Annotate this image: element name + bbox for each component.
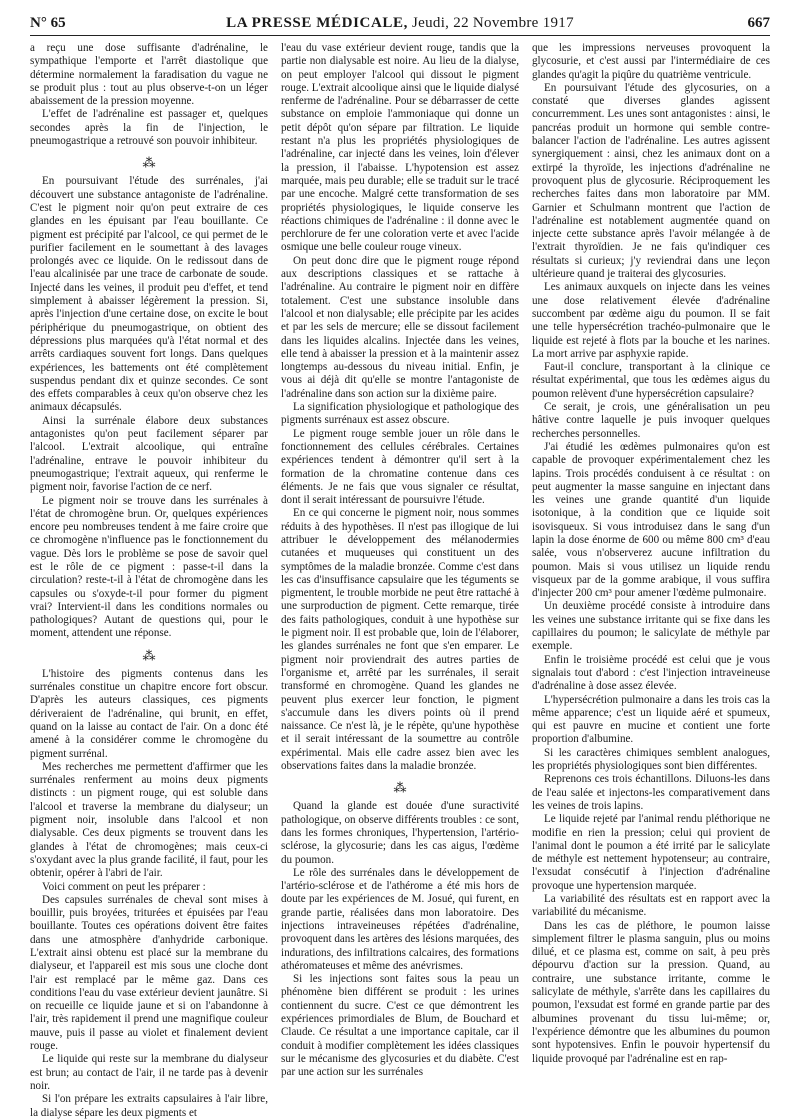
paragraph: Le liquide rejeté par l'animal rendu pléthorique ne modifie en rien la pression; celui qui provient de l'animal dont le poumon a été irrité par le salicylate de méthyle est nettement hypotenseur; au contraire, l'exsudat consécutif à l'injection d'adrénaline provoque une hypertension marquée. (532, 813, 770, 892)
section-separator: ⁂ (142, 647, 156, 663)
paragraph: Enfin le troisième procédé est celui que je vous signalais tout d'abord : c'est l'injection intraveineuse d'adrénaline à dose assez élevée. (532, 653, 770, 693)
text-column-1 (30, 42, 268, 1119)
paragraph: Le rôle des surrénales dans le développement de l'artério-sclérose et de l'athérome a été mis hors de doute par les expériences de M. Josué, qui furent, en grande partie, réalisées dans mon laboratoire. Des injections intraveineuses répétées d'adrénaline, provoquent dans les artères des lésions marquées, des indurations, des infiltrations calcaires, des formations athéromateuses et même des anévrismes. (281, 866, 519, 972)
issue-date: Jeudi, 22 Novembre 1917 (412, 15, 574, 31)
page-number: 667 (747, 15, 770, 31)
paragraph: a reçu une dose suffisante d'adrénaline, le sympathique l'emporte et l'arrêt diastolique que détermine normalement la faradisation du vague ne se produit plus : tout au plus observe-t-on un léger abaissement de la pression moyenne. (30, 42, 268, 108)
paragraph: Ainsi la surrénale élabore deux substances antagonistes qu'on peut facilement séparer par l'alcool. L'extrait alcoolique, qui entraîne l'adrénaline, entrave le pouvoir inhibiteur du pneumogastrique; l'extrait aqueux, qui renferme le pigment noir, favorise l'action de ce nerf. (30, 414, 268, 494)
paragraph: Les animaux auxquels on injecte dans les veines une dose relativement élevée d'adrénaline succombent par œdème aigu du poumon. Il se fait une telle hypersécrétion trachéo-pulmonaire que le liquide est rejeté à flots par la bouche et les narines. La mort arrive par asphyxie rapide. (532, 281, 770, 360)
issue-number: N° 65 (30, 15, 66, 31)
paragraph: Un deuxième procédé consiste à introduire dans les veines une substance irritante qui se fixe dans les capillaires du poumon; le salicylate de méthyle par exemple. (532, 600, 770, 653)
paragraph: Faut-il conclure, transportant à la clinique ce résultat expérimental, que tous les œdèmes aigus du poumon relèvent d'une hypersécrétion capsulaire? (532, 361, 770, 400)
paragraph: Voici comment on peut les préparer : (42, 880, 206, 893)
paragraph: La signification physiologique et pathologique des pigments surrénaux est assez obscure. (281, 401, 519, 427)
text-column-3 (532, 42, 770, 1076)
paragraph: Mes recherches me permettent d'affirmer que les surrénales renferment au moins deux pigments distincts : un pigment rouge, qui est soluble dans l'alcool et traverse la membrane du dialyseur; un pigment noir, insoluble dans l'alcool et non dialysable. Ces deux pigments se trouvent dans les glandes à l'état de chromogènes; mais ceux-ci s'oxydant avec la plus grande facilité, il faut, pour les obtenir, opérer à l'abri de l'air. (30, 760, 268, 880)
paragraph: l'eau du vase extérieur devient rouge, tandis que la partie non dialysable est noire. Au lieu de la dialyse, on peut employer l'alcool qui dissout le pigment rouge. L'extrait alcoolique ainsi que le liquide dialysé renferme de l'adrénaline. Pour se débarrasser de cette substance on emploie l'ammoniaque qui donne un petit dépôt qu'on sépare par filtration. Le liquide restant n'a plus les propriétés physiologiques de l'adrénaline, car injecté dans les veines, loin d'élever la pression, il l'abaisse. L'hypotension est assez marquée, mais peu durable; elle se traduit sur le tracé par une encoche. Malgré cette transformation de ses propriétés physiologiques, le liquide conserve les réactions chimiques de l'adrénaline : il donne avec le perchlorure de fer une coloration verte et avec l'acide osmique une belle couleur rouge vineux. (281, 42, 519, 254)
text-column-2 (281, 42, 519, 1079)
paragraph: Si les caractères chimiques semblent analogues, les propriétés physiologiques sont bien différentes. (532, 746, 770, 773)
paragraph: L'hypersécrétion pulmonaire a dans les trois cas la même apparence; c'est un liquide aéré et spumeux, qui est pauvre en mucine et contient une forte proportion d'albumine. (532, 693, 770, 746)
paragraph: Le pigment noir se trouve dans les surrénales à l'état de chromogène brun. Or, quelques expériences encore peu nombreuses tendent à me faire croire que ce chromogène n'influence pas le fonctionnement du vague. Dès lors le problème se pose de savoir quel est le rôle de ce pigment : passe-t-il dans la circulation? reste-t-il à l'état de chromogène dans les capsules ou s'oxyde-t-il pour former du pigment vrai? Intervient-il dans les conditions normales ou pathologiques? Autant de questions qui, pour le moment, attendent une réponse. (30, 494, 268, 640)
journal-name: LA PRESSE MÉDICALE, (226, 15, 408, 31)
paragraph: Ce serait, je crois, une généralisation un peu hâtive contre laquelle je puis invoquer quelques recherches personnelles. (532, 401, 770, 440)
article-body (30, 42, 770, 1119)
paragraph: Reprenons ces trois échantillons. Diluons-les dans de l'eau salée et injectons-les comparativement dans les veines de trois lapins. (532, 773, 770, 812)
paragraph: L'effet de l'adrénaline est passager et, quelques secondes après la fin de l'injection, le pneumogastrique a retrouvé son pouvoir inhibiteur. (30, 108, 268, 148)
paragraph: Quand la glande est douée d'une suractivité pathologique, on observe différents troubles : ce sont, dans les formes chroniques, l'hypertension, l'artério-sclérose, la glycosurie; dans les cas aigus, l'œdème du poumon. (281, 800, 519, 866)
section-separator: ⁂ (393, 780, 407, 796)
paragraph: On peut donc dire que le pigment rouge répond aux descriptions classiques et se rattache à l'adrénaline. Au contraire le pigment noir en diffère totalement. C'est une substance insoluble dans l'alcool et non dialysable; elle précipite par les acides et par les sels de mercure; elle se dissout facilement dans les liquides alcalins. Injectée dans les veines, elle tend à abaisser la pression et à la maintenir assez longtemps au-dessous du niveau initial. Enfin, je vous ai déjà dit qu'elle se montre l'antagoniste de l'adrénaline dans son action sur la dixième paire. (281, 254, 519, 400)
paragraph: La variabilité des résultats est en rapport avec la variabilité du mécanisme. (532, 893, 770, 919)
paragraph: L'histoire des pigments contenus dans les surrénales constitue un chapitre encore fort obscur. D'après les auteurs classiques, ces pigments dériveraient de l'adrénaline, qui brunit, en effet, quand on la laisse au contact de l'air. On a donc été amené à la considérer comme le chromogène du pigment surrénal. (30, 667, 268, 760)
paragraph: Des capsules surrénales de cheval sont mises à bouillir, puis broyées, triturées et épuisées par l'eau bouillante. Toutes ces opérations doivent être faites dans une atmosphère d'anhydride carbonique. L'extrait ainsi obtenu est placé sur la membrane du dialyseur, et l'appareil est mis sous une cloche dont l'air est remplacé par le même gaz. Dans ces conditions l'eau du vase extérieur devient jaunâtre. Si on recueille ce liquide jaune et si on l'abandonne à l'air, très rapidement il prend une magnifique couleur mauve, puis il passe au violet et finalement devient rouge. (30, 893, 268, 1053)
paragraph: En ce qui concerne le pigment noir, nous sommes réduits à des hypothèses. Il n'est pas illogique de lui attribuer le développement des mélanodermies cutanées et muqueuses qui constituent un des symptômes de la maladie bronzée. Comme c'est dans les cas d'insuffisance capsulaire que les téguments se pigmentent, le trouble morbide ne peut être rattaché à une surproduction de pigment. Cette remarque, tirée des faits pathologiques, conduit à une hypothèse sur le pigment noir. Il est probable que, loin de l'élaborer, les glandes surrénales ne font que s'en emparer. Le pigment noir proviendrait des autres parties de l'organisme et, arrêté par les surrénales, il serait transformé en chromogène. Quand les glandes ne peuvent plus exercer leur fonction, le pigment s'accumule dans les divers points où il prend naissance. Ce n'est là, je le répète, qu'une hypothèse et il serait intéressant de la soumettre au contrôle expérimental. Mais elle cadre assez bien avec les observations faites dans la maladie bronzée. (281, 507, 519, 773)
paragraph: Dans les cas de pléthore, le poumon laisse simplement filtrer le plasma sanguin, plus ou moins dilué, et ce plasma est, comme on sait, à peu près dépourvu d'action sur la pression. Quand, au contraire, une substance irritante, comme le salicylate de méthyle, s'arrête dans les capillaires du poumon, l'exsudat est formé en grande partie par des albumines provenant du tissu lui-même; or, l'expérience démontre que les albumines du poumon sont hypotensives. Enfin le pouvoir hypertensif du liquide provoqué par l'adrénaline est en rap- (532, 919, 770, 1065)
paragraph: En poursuivant l'étude des surrénales, j'ai découvert une substance antagoniste de l'adrénaline. C'est le pigment noir qu'on peut extraire de ces glandes en les épuisant par l'eau bouillante. Ce pigment est précipité par l'alcool, ce qui permet de le purifier facilement en le soumettant à des lavages prolongés avec ce liquide. On le redissout dans de l'eau alcalinisée par une trace de carbonate de soude. Injecté dans les veines, il produit peu d'effet, et tend simplement à abaisser légèrement la pression. Si, après l'injection d'une certaine dose, on excite le bout périphérique du pneumogastrique, on obtient des dépressions plus marquées qu'à l'état normal et des arrêts cardiaques souvent fort longs. Dans quelques expériences, les battements ont été complètement suspendus pendant dix et quinze secondes. Ce sont des effets comparables à ceux qu'on observe chez les animaux décapsulés. (30, 175, 268, 414)
paragraph: Si les injections sont faites sous la peau un phénomène bien différent se produit : les urines contiennent du sucre. C'est ce que démontrent les expériences primordiales de Blum, de Bouchard et Claude. Ce résultat a une importance capitale, car il conduit à modifier complètement les idées classiques sur le mécanisme des glycosuries et du diabète. C'est par une action sur les surrénales (281, 973, 519, 1079)
page-header (30, 13, 770, 36)
paragraph: Le liquide qui reste sur la membrane du dialyseur est brun; au contact de l'air, il ne tarde pas à devenir noir. (30, 1053, 268, 1092)
paragraph: J'ai étudié les œdèmes pulmonaires qu'on est capable de provoquer expérimentalement chez les lapins. Trois procédés conduisent à ce résultat : on peut augmenter la masse sanguine en injectant dans les veines une grande quantité d'un liquide isotonique, à la condition que ce liquide soit isovisqueux. Si vous introduisez dans le sang d'un lapin la dose énorme de 600 ou même 800 cm³ d'eau salée, vous n'observerez aucune infiltration du poumon. Mais si vous utilisez un liquide rendu visqueux par de la gomme arabique, il vous suffira d'injecter 200 cm³ pour amener l'œdème pulmonaire. (532, 440, 770, 600)
section-separator: ⁂ (142, 155, 156, 171)
paragraph: que les impressions nerveuses provoquent la glycosurie, et c'est aussi par l'intermédiaire de ces glandes qu'agit la piqûre du quatrième ventricule. (532, 42, 770, 81)
paragraph: Le pigment rouge semble jouer un rôle dans le fonctionnement des cellules cérébrales. Certaines expériences tendent à démontrer qu'il sert à la formation de la chromatine contenue dans ces éléments. Je ne fais que vous signaler ce résultat, dont il serait intéressant de poursuivre l'étude. (281, 427, 519, 507)
running-title (30, 13, 770, 33)
paragraph: Si l'on prépare les extraits capsulaires à l'air libre, la dialyse sépare les deux pigments et (30, 1093, 268, 1119)
paragraph: En poursuivant l'étude des glycosuries, on a constaté que diverses glandes agissent concurremment. Les unes sont antagonistes : ainsi, le pancréas produit un hormone qui semble contre-balancer l'action de l'adrénaline. Les autres agissent synergiquement : ainsi, chez les animaux dont on a extirpé la thyroïde, les injections d'adrénaline ne provoquent plus de glycosurie. Réciproquement les recherches faites dans mon laboratoire par MM. Garnier et Schulmann montrent que l'action de l'adrénaline est notablement augmentée quand on injecte cette substance après l'avoir mélangée à de l'extrait thyroïdien. Je ne fais qu'indiquer ces résultats si curieux; j'y reviendrai dans une leçon ultérieure quand je traiterai des glycosuries. (532, 81, 770, 281)
